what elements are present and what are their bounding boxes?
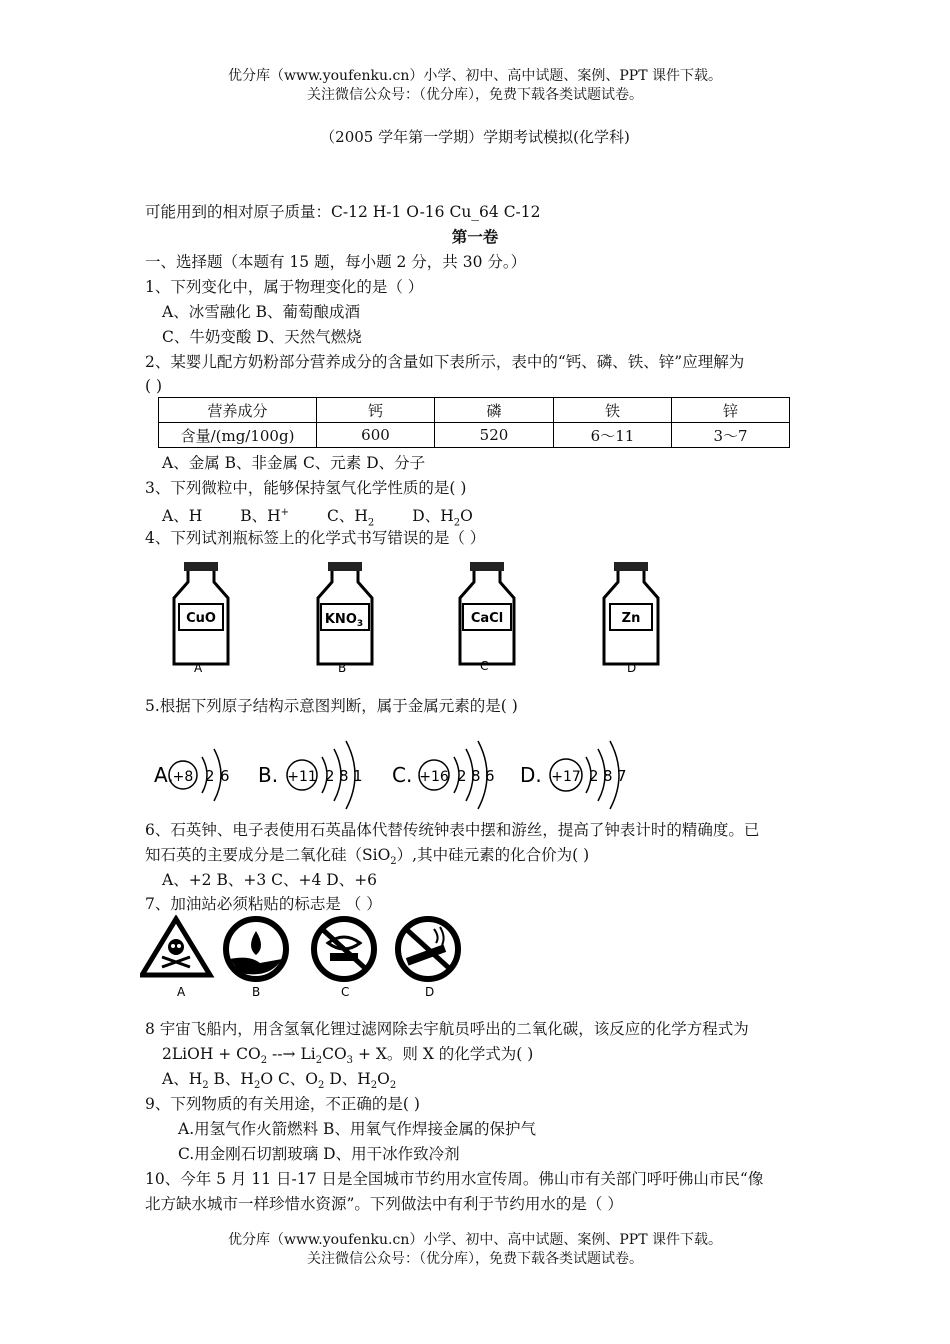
svg-text:2: 2 (589, 767, 599, 785)
hand-drop-sign-icon (226, 919, 286, 999)
bottle-label: CaCl (470, 611, 504, 626)
table-row (159, 423, 790, 448)
svg-text:6: 6 (220, 767, 230, 785)
q6-options: A、+2 B、+3 C、+4 D、+6 (162, 871, 378, 889)
bottle-label: KNO (324, 612, 357, 627)
svg-text:2: 2 (205, 767, 215, 785)
svg-text:A.: A. (154, 763, 174, 787)
footer-line-2: 关注微信公众号：（优分库），免费下载各类试题试卷。 (307, 1251, 643, 1267)
skull-triangle-icon (142, 919, 210, 999)
svg-text:6: 6 (485, 767, 495, 785)
table-cell: 3～7 (672, 423, 790, 448)
q1-stem: 1、下列变化中，属于物理变化的是（ ） (145, 278, 424, 296)
bottle-a (174, 562, 228, 675)
table-cell: 600 (317, 423, 435, 448)
table-cell: 锌 (672, 398, 790, 423)
bottle-letter: D (627, 661, 637, 675)
atom-diagrams-figure (150, 737, 650, 812)
q3-options: A、H B、H+ C、$H_2$ D、$H_2O$ (162, 507, 473, 529)
q9-options-cd: C.用金刚石切割玻璃 D、用干冰作致冷剂 (178, 1145, 460, 1163)
q3-option-c: C、H (327, 507, 368, 526)
q1-options-cd: C、牛奶变酸 D、天然气燃烧 (162, 328, 362, 346)
svg-text:B: B (252, 985, 261, 999)
q9-stem: 9、下列物质的有关用途，不正确的是( ) (145, 1095, 420, 1113)
svg-text:D: D (425, 985, 435, 999)
q8-line-1: 8 宇宙飞船内，用含氢氧化锂过滤网除去宇航员呼出的二氧化碳，该反应的化学方程式为 (145, 1020, 749, 1038)
section-heading: 一、选择题（本题有 15 题，每小题 2 分，共 30 分。） (145, 253, 527, 271)
atom-b (258, 741, 363, 809)
svg-text:KNO3: $KNO_3$ (324, 612, 364, 629)
nucleus-charge: +11 (287, 769, 317, 785)
q5-stem: 5.根据下列原子结构示意图判断，属于金属元素的是( ) (145, 697, 518, 715)
bottle-c (460, 562, 514, 673)
table-cell: 6～11 (554, 423, 672, 448)
atomic-masses: 可能用到的相对原子质量：C-12 H-1 O-16 Cu_64 C-12 (145, 203, 541, 221)
svg-text:D.: D. (520, 763, 542, 787)
q10-line-1: 10、今年 5 月 11 日-17 日是全国城市节约用水宣传周。佛山市有关部门呼吁佛山市民“像 (145, 1170, 764, 1188)
table-cell: 磷 (435, 398, 554, 423)
svg-text:8: 8 (471, 767, 481, 785)
svg-text:2: 2 (325, 767, 335, 785)
q8-options: A、$H_2$ B、$H_2O$ C、$O_2$ D、$H_2O_2$ (162, 1070, 397, 1092)
header-line-1: 优分库（www.youfenku.cn）小学、初中、高中试题、案例、PPT 课件下载。 (227, 68, 722, 84)
page-title: （2005 学年第一学期）学期考试模拟(化学科) (320, 128, 630, 146)
bottle-letter: B (338, 661, 347, 675)
nucleus-charge: +17 (551, 769, 581, 785)
no-smoking-sign-icon (398, 919, 458, 999)
svg-text:C.: C. (392, 763, 413, 787)
q2-paren: ( ) (145, 377, 163, 395)
q6-line-1: 6、石英钟、电子表使用石英晶体代替传统钟表中摆和游丝，提高了钟表计时的精确度。已 (145, 821, 760, 839)
svg-text:C: C (341, 985, 350, 999)
atom-c (392, 741, 495, 809)
svg-text:2: 2 (457, 767, 467, 785)
nucleus-charge: +16 (419, 769, 449, 785)
svg-text:1: 1 (353, 767, 363, 785)
footer-line-1: 优分库（www.youfenku.cn）小学、初中、高中试题、案例、PPT 课件下载。 (227, 1232, 722, 1248)
svg-text:8: 8 (603, 767, 613, 785)
q6-line-2: 知石英的主要成分是二氧化硅（SiO$_2$）,其中硅元素的化合价为( ) (145, 846, 590, 868)
svg-text:A: A (177, 985, 186, 999)
q3-option-a: A、H (162, 507, 203, 526)
bottle-letter: A (194, 661, 203, 675)
q3-stem: 3、下列微粒中，能够保持氢气化学性质的是( ) (145, 479, 467, 497)
svg-text:8: 8 (339, 767, 349, 785)
table-cell: 营养成分 (159, 398, 317, 423)
bottle-label: Zn (621, 611, 641, 626)
q7-stem: 7、加油站必须粘贴的标志是 （ ） (145, 895, 382, 913)
atom-d (520, 741, 627, 809)
table-cell: 520 (435, 423, 554, 448)
reagent-bottles-figure (150, 560, 670, 680)
q10-line-2: 北方缺水城市一样珍惜水资源”。下列做法中有利于节约用水的是（ ） (145, 1195, 623, 1213)
header-line-2: 关注微信公众号：（优分库），免费下载各类试题试卷。 (307, 87, 643, 103)
bottle-label: CuO (186, 611, 216, 626)
q8-equation: 2LiOH + $CO_2$ --→ $Li_2CO_3 + X$。则 X 的化学式为( ) (162, 1045, 534, 1067)
warning-signs-figure (140, 915, 470, 1005)
volume-heading: 第一卷 (451, 227, 499, 246)
bottle-b (318, 562, 372, 675)
table-cell: 钙 (317, 398, 435, 423)
q4-stem: 4、下列试剂瓶标签上的化学式书写错误的是（ ） (145, 529, 486, 547)
table-cell: 铁 (554, 398, 672, 423)
q1-options-ab: A、冰雪融化 B、葡萄酿成酒 (162, 303, 361, 321)
q2-stem: 2、某婴儿配方奶粉部分营养成分的含量如下表所示，表中的“钙、磷、铁、锌”应理解为 (145, 353, 745, 371)
nutrition-table (158, 397, 790, 448)
nucleus-charge: +8 (172, 769, 194, 785)
atom-a (154, 749, 230, 801)
q3-option-b: B、H (240, 507, 281, 526)
bottle-d (604, 562, 658, 675)
bottle-letter: C (480, 659, 489, 673)
q3-option-d: D、H (412, 507, 454, 526)
svg-text:B.: B. (258, 763, 279, 787)
table-header-row (159, 398, 790, 423)
no-open-flame-sign-icon (314, 919, 374, 999)
table-cell: 含量/(mg/100g) (159, 423, 317, 448)
q2-options: A、金属 B、非金属 C、元素 D、分子 (162, 454, 426, 472)
svg-text:7: 7 (617, 767, 627, 785)
q9-options-ab: A.用氢气作火箭燃料 B、用氧气作焊接金属的保护气 (178, 1120, 536, 1138)
